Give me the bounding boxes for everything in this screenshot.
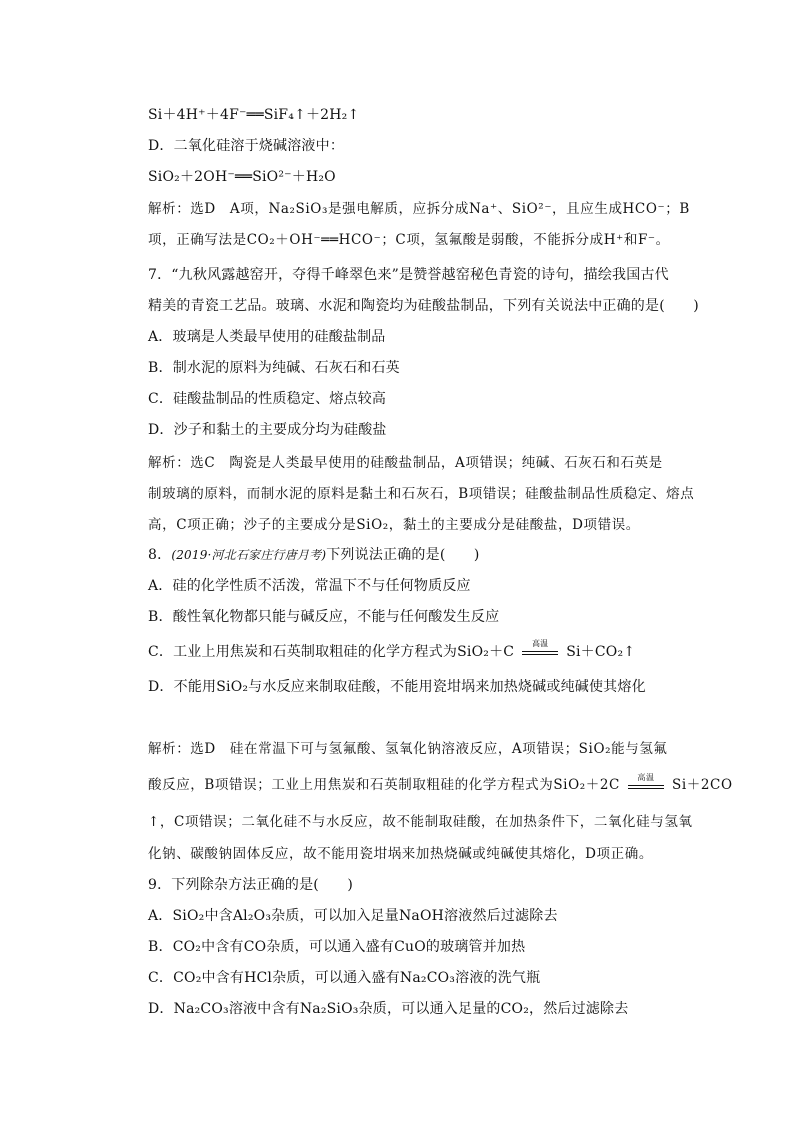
question-7-stem: 7．“九秋风露越窑开，夺得千峰翠色来”是赞誉越窑秘色青瓷的诗句，描绘我国古代 <box>148 267 669 283</box>
solution-line: 化钠、碳酸钠固体反应，故不能用瓷坩埚来加热烧碱或纯碱使其熔化，D项正确。 <box>148 846 653 862</box>
option-c <box>148 641 635 661</box>
option-a: A．硅的化学性质不活泼，常温下不与任何物质反应 <box>148 578 471 594</box>
solution-line: 解析：选D 硅在常温下可与氢氟酸、氢氧化钠溶液反应，A项错误；SiO₂能与氢氟 <box>148 741 668 757</box>
option-d: D．二氧化硅溶于烧碱溶液中： <box>148 138 345 154</box>
option-text: C．工业上用焦炭和石英制取粗硅的化学方程式为SiO₂＋C <box>148 644 515 660</box>
question-9-stem: 9．下列除杂方法正确的是( ) <box>148 877 354 893</box>
reaction-arrow <box>628 772 664 794</box>
solution-text: Si＋2CO <box>671 777 733 793</box>
equation-line: Si＋4H⁺＋4F⁻══SiF₄↑＋2H₂↑ <box>148 107 360 123</box>
option-c: C．硅酸盐制品的性质稳定、熔点较高 <box>148 391 387 407</box>
solution-line: 高，C项正确；沙子的主要成分是SiO₂，黏土的主要成分是硅酸盐，D项错误。 <box>148 517 640 533</box>
option-a: A．玻璃是人类最早使用的硅酸盐制品 <box>148 329 386 345</box>
option-c: C．CO₂中含有HCl杂质，可以通入盛有Na₂CO₃溶液的洗气瓶 <box>148 970 541 986</box>
reaction-condition: 高温 <box>531 639 549 648</box>
equation-line: SiO₂＋2OH⁻══SiO²⁻＋H₂O <box>148 169 336 185</box>
option-d: D．沙子和黏土的主要成分均为硅酸盐 <box>148 422 387 438</box>
option-d: D．Na₂CO₃溶液中含有Na₂SiO₃杂质，可以通入足量的CO₂，然后过滤除去 <box>148 1001 629 1017</box>
option-d: D．不能用SiO₂与水反应来制取硅酸，不能用瓷坩埚来加热烧碱或纯碱使其熔化 <box>148 679 646 695</box>
question-7-stem: 精美的青瓷工艺品。玻璃、水泥和陶瓷均为硅酸盐制品，下列有关说法中正确的是( ) <box>148 298 699 314</box>
solution-line: 项，正确写法是CO₂＋OH⁻══HCO⁻；C项，氢氟酸是弱酸，不能拆分成H⁺和F⁻。 <box>148 232 670 248</box>
option-a: A．SiO₂中含Al₂O₃杂质，可以加入足量NaOH溶液然后过滤除去 <box>148 908 558 924</box>
option-b: B．制水泥的原料为纯碱、石灰石和石英 <box>148 360 400 376</box>
solution-line: 解析：选C 陶瓷是人类最早使用的硅酸盐制品，A项错误；纯碱、石灰石和石英是 <box>148 455 663 471</box>
option-b: B．CO₂中含有CO杂质，可以通入盛有CuO的玻璃管并加热 <box>148 939 526 955</box>
reaction-condition: 高温 <box>637 772 655 782</box>
solution-line: 制玻璃的原料，而制水泥的原料是黏土和石灰石，B项错误；硅酸盐制品性质稳定、熔点 <box>148 486 695 502</box>
question-text: 下列说法正确的是( ) <box>326 547 480 563</box>
solution-line <box>148 773 733 794</box>
option-b: B．酸性氧化物都只能与碱反应，不能与任何酸发生反应 <box>148 609 500 625</box>
solution-line: 解析：选D A项，Na₂SiO₃是强电解质，应拆分成Na⁺、SiO²⁻，且应生成HCO⁻；B <box>148 201 690 217</box>
solution-text: 酸反应，B项错误；工业上用焦炭和石英制取粗硅的化学方程式为SiO₂＋2C <box>148 777 620 793</box>
option-text: Si＋CO₂↑ <box>566 644 636 660</box>
question-number: 8． <box>148 547 172 563</box>
question-8-stem <box>148 544 480 564</box>
solution-line: ↑，C项错误；二氧化硅不与水反应，故不能制取硅酸，在加热条件下，二氧化硅与氢氧 <box>148 814 693 830</box>
reaction-arrow <box>522 639 558 660</box>
question-source: (2019·河北石家庄行唐月考) <box>171 548 327 562</box>
